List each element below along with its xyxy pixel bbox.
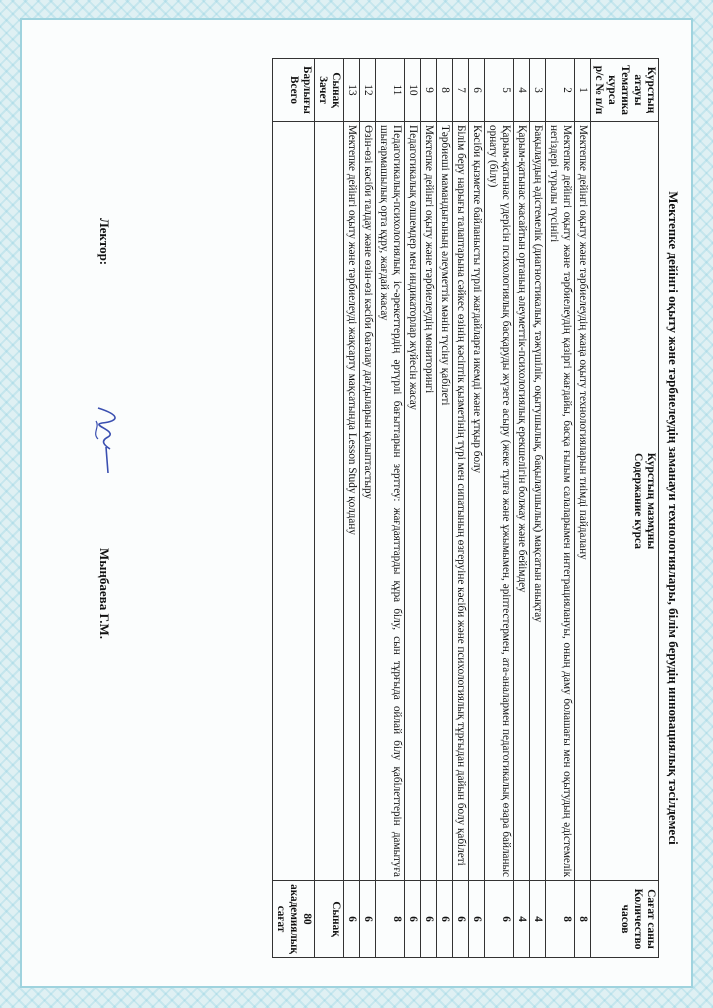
header-content xyxy=(591,122,659,881)
num-label: р/с № п/п xyxy=(593,65,605,115)
row-hours: 8 xyxy=(575,881,591,958)
row-hours: 4 xyxy=(530,881,546,958)
exam-empty-cell xyxy=(315,122,344,881)
table-row xyxy=(575,59,591,958)
table-row xyxy=(344,59,360,958)
table-row xyxy=(530,59,546,958)
table-body xyxy=(344,59,591,958)
total-label-ru: Всего xyxy=(288,76,300,104)
total-value xyxy=(273,881,315,958)
row-hours: 8 xyxy=(376,881,405,958)
topic-label-kz: Курстың атауы xyxy=(632,66,657,114)
row-number: 4 xyxy=(514,59,530,122)
row-content: Педагогикалық-психологиялық іс-әрекеттердің әртүрлі бағыттарын зерттеу: жағдаяттарды құра білу, сын тұрғыда ойлай білу қабілеттерін дамытуға шығармашылық орта құру, жағдай жасау xyxy=(376,122,405,881)
row-number: 6 xyxy=(469,59,485,122)
total-hours: 80 xyxy=(301,913,313,925)
lecturer-label: Лектор: xyxy=(97,218,112,266)
table-row xyxy=(376,59,405,958)
row-number: 13 xyxy=(344,59,360,122)
total-label xyxy=(273,59,315,122)
row-content: Мектепке дейінгі оқыту және тәрбиелеудің жаңа оқыту технологияларын тиімді пайдалану xyxy=(575,122,591,881)
row-hours: 6 xyxy=(485,881,514,958)
row-content: Мектепке дейінгі оқыту және тәрбиелеуді жақсарту мақсатында Lesson Study қолдану xyxy=(344,122,360,881)
total-label-kz: Барлығы xyxy=(301,66,313,114)
row-number: 3 xyxy=(530,59,546,122)
row-number: 5 xyxy=(485,59,514,122)
table-header-row xyxy=(591,59,659,958)
row-content: Өзін-өзі кәсіби талдау және өзін-өзі кәсіби бағалау дағдыларын қалыптастыру xyxy=(360,122,376,881)
exam-label-ru: Зачет xyxy=(317,76,329,104)
row-number: 12 xyxy=(360,59,376,122)
exam-label-kz: Сынақ xyxy=(330,72,342,108)
table-row xyxy=(437,59,453,958)
row-hours: 4 xyxy=(514,881,530,958)
lecturer-block xyxy=(78,218,118,918)
table-row xyxy=(360,59,376,958)
row-content: Кәсіби қызметке байланысты түрлі жағдайларға икемді және ұтқыр болу xyxy=(469,122,485,881)
header-hours xyxy=(591,881,659,958)
row-content: Педагогикалық өлшемдер мен индикаторлар жүйесін жасау xyxy=(405,122,421,881)
row-number: 7 xyxy=(453,59,469,122)
table-row xyxy=(421,59,437,958)
exam-value: Сынақ xyxy=(315,881,344,958)
certificate-page xyxy=(20,18,693,988)
table-row xyxy=(514,59,530,958)
signature-icon xyxy=(83,403,128,483)
table-row xyxy=(405,59,421,958)
exam-row xyxy=(315,59,344,958)
row-hours: 6 xyxy=(360,881,376,958)
row-number: 2 xyxy=(546,59,575,122)
row-hours: 6 xyxy=(437,881,453,958)
course-table xyxy=(272,58,659,958)
total-unit: академиялық сағат xyxy=(275,884,300,954)
exam-label xyxy=(315,59,344,122)
row-hours: 6 xyxy=(421,881,437,958)
hours-label-kz: Сағат саны xyxy=(645,889,657,949)
row-number: 10 xyxy=(405,59,421,122)
row-number: 8 xyxy=(437,59,453,122)
row-number: 1 xyxy=(575,59,591,122)
row-hours: 6 xyxy=(453,881,469,958)
table-row xyxy=(485,59,514,958)
row-content: Мектепке дейінгі оқыту және тәрбиелеудің қазіргі жағдайы, басқа ғылым салаларымен интеграциялануы, оның даму болашағы мен оқытудың әдістемелік негіздері туралы түсінігі xyxy=(546,122,575,881)
total-empty-cell xyxy=(273,122,315,881)
document-title: Мектепке дейінгі оқыту және тәрбиелеудің заманауи технологиялары, білім берудің инновациялық тәсілдемесі xyxy=(666,191,681,845)
row-hours: 8 xyxy=(546,881,575,958)
rotated-landscape-content xyxy=(20,18,693,988)
row-content: Бақылаудың әдістемелік (диагностикалық, тәжүшілік, оқытушылық, бақылаушылық) мақсатын анықтау xyxy=(530,122,546,881)
row-content: Қарым-қатынас жасайтын ортаның әлеуметтік-психологиялық ерекшелігін болжау және бейімдеу xyxy=(514,122,530,881)
topic-label-ru: Тематика курса xyxy=(606,64,631,116)
row-number: 11 xyxy=(376,59,405,122)
row-hours: 6 xyxy=(405,881,421,958)
row-content: Білім беру нарығы талаптарына сәйкес өзінің кәсіптік қызметінің түрі мен сипатының өзгеруіне кәсіби және психологиялық тұрғыдан дайын болу қабілеті xyxy=(453,122,469,881)
row-content: Мектепке дейінгі оқыту және тәрбиелеудің мониторингі xyxy=(421,122,437,881)
row-hours: 6 xyxy=(344,881,360,958)
header-topic-number xyxy=(591,59,659,122)
row-content: Тәрбиеші мамандығының әлеуметтік мәнін түсіну қабілеті xyxy=(437,122,453,881)
row-number: 9 xyxy=(421,59,437,122)
content-label-ru: Содержание курса xyxy=(632,453,644,549)
row-hours: 6 xyxy=(469,881,485,958)
total-row xyxy=(273,59,315,958)
content-label-kz: Курстың мазмұны xyxy=(645,452,657,550)
lecturer-name: Мыңбаева Г.М. xyxy=(97,548,112,640)
table-row xyxy=(453,59,469,958)
row-content: Қарым-қатынас үдерісін психологиялық басқаруды жүзеге асыру (жеке тұлға және ұжымымен, әріптестермен, ата-аналармен педагогикалық өзара байланыс орнату (білу) xyxy=(485,122,514,881)
table-row xyxy=(546,59,575,958)
table-row xyxy=(469,59,485,958)
hours-label-ru: Количество часов xyxy=(619,888,644,950)
